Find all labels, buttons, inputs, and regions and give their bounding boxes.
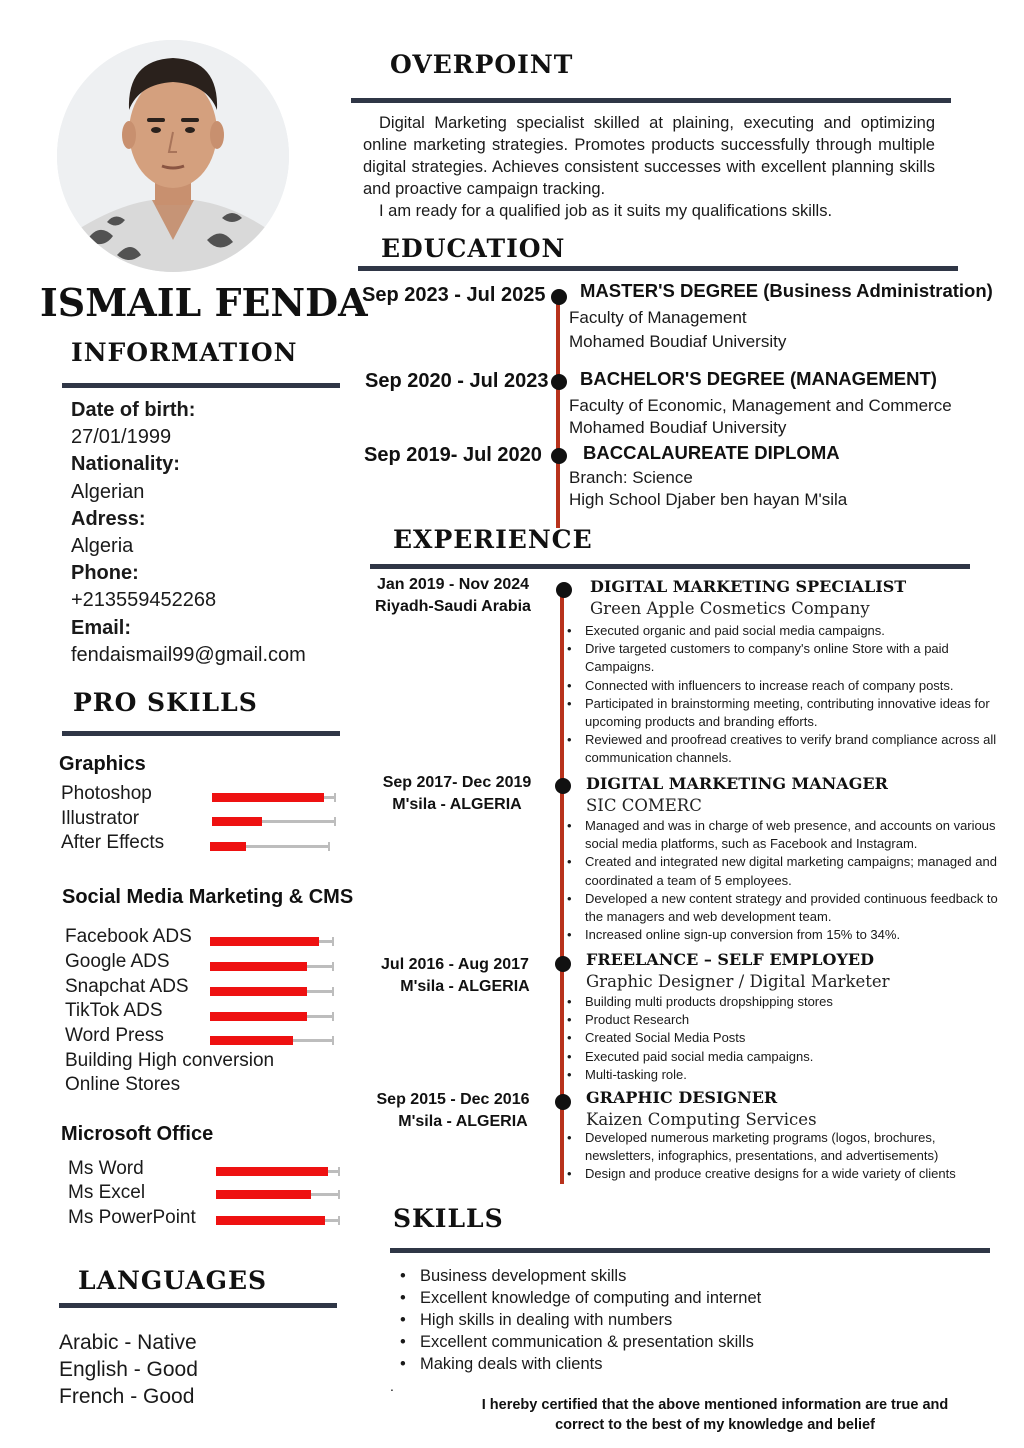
skill-bar-end [334, 793, 336, 802]
experience-location: M'sila - ALGERIA [398, 1113, 528, 1130]
skill-label: Word Press [65, 1025, 164, 1046]
info-value: Algeria [71, 535, 134, 558]
list-item: • Managed and was in charge of web presence, and accounts on various social media platforms, such as Facebook and Instagram. [564, 817, 1016, 853]
list-item: • Created Social Media Posts [564, 1029, 1016, 1047]
skill-bar-fill [210, 1012, 307, 1021]
list-item: • Building multi products dropshipping stores [564, 993, 1016, 1011]
skill-group-social-media: Social Media Marketing & CMS [62, 886, 354, 908]
skill-bar-end [332, 1036, 334, 1045]
language-item: French - Good [59, 1385, 195, 1408]
skill-label: Google ADS [65, 951, 170, 972]
list-item: • Reviewed and proofread creatives to verify brand compliance across all communication channels. [564, 731, 1016, 767]
list-item: • Product Research [564, 1011, 1016, 1029]
pro-skills-divider [62, 731, 340, 736]
timeline-dot [555, 956, 571, 972]
list-item: • Executed paid social media campaigns. [564, 1048, 1016, 1066]
experience-dates [368, 1089, 538, 1133]
list-item: • Participated in brainstorming meeting, contributing innovative ideas for upcoming products and branding efforts. [564, 695, 1016, 731]
experience-location: M'sila - ALGERIA [400, 978, 530, 995]
experience-divider [370, 564, 970, 569]
skill-bar-end [332, 987, 334, 996]
education-title: EDUCATION [381, 234, 566, 263]
skill-label: Ms PowerPoint [68, 1207, 196, 1228]
info-value email-value: fendaismail99@gmail.com [71, 643, 306, 666]
info-label: Email: [71, 616, 132, 639]
experience-title: EXPERIENCE [393, 525, 593, 554]
experience-location: M'sila - ALGERIA [392, 796, 522, 813]
pro-skills-title: PRO SKILLS [73, 688, 258, 717]
info-label: Nationality: [71, 453, 180, 476]
skill-group-microsoft-office: Microsoft Office [61, 1123, 214, 1145]
list-item: • Created and integrated new digital marketing campaigns; managed and coordinated a team of 5 employees. [564, 853, 1016, 889]
list-item: • Excellent communication & presentation skills [398, 1331, 761, 1353]
list-item: • Developed numerous marketing programs (logos, brochures, newsletters, infographics, presentations, and advertisements) [564, 1129, 984, 1165]
skill-bar-end [338, 1167, 340, 1176]
skill-bar-fill [210, 1036, 293, 1045]
skill-label: TikTok ADS [65, 1000, 163, 1021]
list-item: • Developed a new content strategy and provided continuous feedback to the managers and web development team. [564, 890, 1016, 926]
skill-bar-end [332, 1012, 334, 1021]
skill-label: Facebook ADS [65, 926, 192, 947]
experience-bullets [564, 1129, 984, 1184]
info-label: Adress: [71, 507, 146, 530]
skill-bar-fill [210, 842, 246, 851]
experience-company: Graphic Designer / Digital Marketer [586, 972, 890, 991]
experience-location: Riyadh-Saudi Arabia [375, 598, 531, 615]
skill-label: Illustrator [61, 808, 140, 829]
avatar [57, 40, 289, 272]
skill-group-graphics: Graphics [59, 753, 146, 775]
info-label: Phone: [71, 562, 139, 585]
experience-dates [372, 772, 542, 816]
language-item: Arabic - Native [59, 1331, 197, 1354]
information-divider [62, 383, 340, 388]
experience-bullets [564, 993, 1016, 1084]
list-item: • Executed organic and paid social media campaigns. [564, 622, 1016, 640]
timeline-dot [555, 1094, 571, 1110]
experience-job-title: DIGITAL MARKETING SPECIALIST [590, 577, 907, 596]
skill-bar-end [332, 962, 334, 971]
education-timeline [556, 296, 560, 528]
skill-bar-end [338, 1190, 340, 1199]
experience-dates [368, 574, 538, 618]
info-value: Algerian [71, 480, 145, 503]
timeline-dot [555, 778, 571, 794]
profile-photo [57, 40, 289, 272]
education-date: Sep 2023 - Jul 2025 [362, 284, 546, 306]
skills-divider [390, 1248, 990, 1253]
skill-bar-fill [210, 962, 307, 971]
education-line: Faculty of Economic, Management and Commerce [569, 396, 952, 415]
education-divider [358, 266, 958, 271]
skill-label: Ms Word [68, 1158, 144, 1179]
info-label: Date of birth: [71, 399, 196, 421]
skill-bar-fill [216, 1190, 311, 1199]
education-line: Mohamed Boudiaf University [569, 332, 787, 351]
experience-date: Sep 2015 - Dec 2016 [376, 1091, 530, 1108]
skills-list [398, 1265, 761, 1375]
skill-bar-fill [216, 1216, 325, 1225]
skill-bar-end [338, 1216, 340, 1225]
experience-date: Jan 2019 - Nov 2024 [376, 576, 530, 593]
timeline-dot [556, 582, 572, 598]
skill-bar-fill [210, 987, 307, 996]
experience-dates [370, 954, 540, 998]
list-item: • Multi-tasking role. [564, 1066, 1016, 1084]
education-date: Sep 2020 - Jul 2023 [365, 370, 549, 392]
skill-bar-end [334, 817, 336, 826]
experience-bullets [564, 622, 1016, 768]
timeline-dot [551, 448, 567, 464]
education-line: Mohamed Boudiaf University [569, 418, 787, 437]
education-line: Faculty of Management [569, 308, 747, 327]
skill-label: Online Stores [65, 1074, 181, 1095]
list-item: • Increased online sign-up conversion from 15% to 34%. [564, 926, 1016, 944]
summary-paragraph: I am ready for a qualified job as it suits my qualifications skills. [379, 202, 833, 220]
skills-title: SKILLS [393, 1204, 504, 1233]
skill-bar-end [328, 842, 330, 851]
skill-bar-end [332, 937, 334, 946]
summary-text [363, 112, 935, 222]
languages-title: LANGUAGES [78, 1266, 268, 1295]
timeline-dot [551, 374, 567, 390]
skill-bar-fill [210, 937, 319, 946]
experience-date: Sep 2017- Dec 2019 [382, 774, 532, 791]
education-date: Sep 2019- Jul 2020 [364, 444, 542, 466]
skill-label: Ms Excel [68, 1182, 146, 1203]
education-degree: MASTER'S DEGREE (Business Administration) [580, 280, 993, 301]
info-value: 27/01/1999 [71, 426, 172, 449]
experience-job-title: DIGITAL MARKETING MANAGER [586, 774, 888, 793]
experience-company: Kaizen Computing Services [586, 1110, 817, 1129]
skill-label: Photoshop [61, 783, 152, 804]
stray-mark: . [390, 1378, 394, 1394]
education-line: High School Djaber ben hayan M'sila [569, 490, 848, 509]
experience-job-title: GRAPHIC DESIGNER [586, 1088, 778, 1107]
skill-bar-fill [212, 817, 262, 826]
skill-bar-fill [212, 793, 324, 802]
list-item: • Making deals with clients [398, 1353, 761, 1375]
summary-paragraph: Digital Marketing specialist skilled at plaining, executing and optimizing online marketing strategies. Promotes products successfully through multiple digital strategies. Achieves consistent successes with excellent planning skills and proactive campaign tracking. [363, 114, 935, 198]
education-degree: BACCALAUREATE DIPLOMA [583, 442, 840, 463]
experience-date: Jul 2016 - Aug 2017 [381, 956, 529, 973]
list-item: • Design and produce creative designs for a wide variety of clients [564, 1165, 984, 1183]
language-item: English - Good [59, 1358, 198, 1381]
experience-company: Green Apple Cosmetics Company [590, 599, 870, 618]
education-line: Branch: Science [569, 468, 693, 487]
skill-label: Building High conversion [65, 1050, 275, 1071]
candidate-name: ISMAIL FENDA [40, 280, 368, 325]
information-list [71, 397, 306, 669]
info-value: +213559452268 [71, 589, 217, 612]
list-item: • High skills in dealing with numbers [398, 1309, 761, 1331]
list-item: • Drive targeted customers to company's online Store with a paid Campaigns. [564, 640, 1016, 676]
skill-label: Snapchat ADS [65, 976, 189, 997]
list-item: • Excellent knowledge of computing and internet [398, 1287, 761, 1309]
skill-label: After Effects [61, 832, 165, 853]
languages-divider [59, 1303, 337, 1308]
certification-statement: I hereby certified that the above mentioned information are true and correct to the best of my knowledge and belief [481, 1397, 949, 1433]
experience-job-title: FREELANCE – SELF EMPLOYED [586, 950, 874, 969]
timeline-dot [551, 289, 567, 305]
list-item: • Business development skills [398, 1265, 761, 1287]
overpoint-title: OVERPOINT [390, 50, 574, 79]
information-title: INFORMATION [71, 338, 298, 367]
list-item: • Connected with influencers to increase reach of company posts. [564, 677, 1016, 695]
experience-bullets [564, 817, 1016, 944]
skill-bar-fill [216, 1167, 328, 1176]
experience-company: SIC COMERC [586, 796, 702, 815]
education-degree: BACHELOR'S DEGREE (MANAGEMENT) [580, 368, 937, 389]
overpoint-divider [351, 98, 951, 103]
